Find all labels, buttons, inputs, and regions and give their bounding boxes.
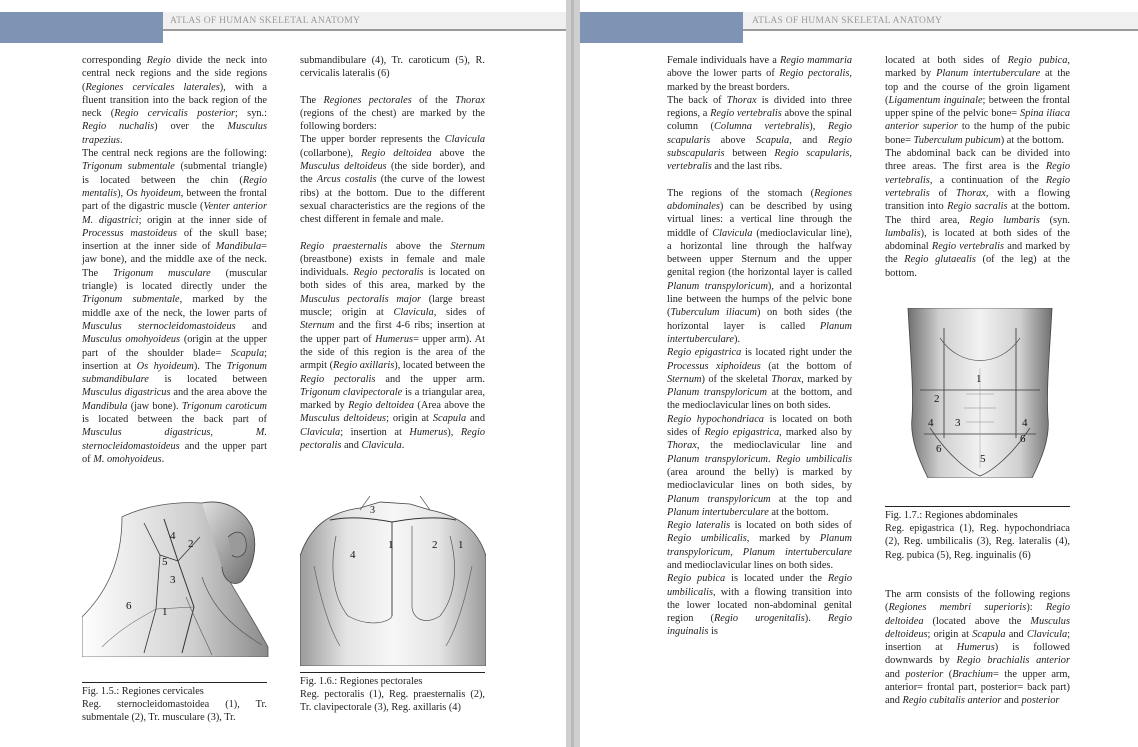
paragraph: submandibulare (4), Tr. caroticum (5), R. cervicalis lateralis (6) (300, 55, 485, 80)
figure-caption-1-7 (885, 506, 1070, 562)
figure-caption-1-5 (82, 682, 267, 725)
figure-abdominal-regions (900, 308, 1060, 478)
fig-label: 4 (1022, 417, 1028, 429)
running-title: ATLAS OF HUMAN SKELETAL ANATOMY (752, 16, 943, 26)
caption-text: Reg. epigastrica (1), Reg. hypochondriaca (2), Reg. umbilicalis (3), Reg. lateralis (4), Reg. pubica (5), Reg. inguinalis (6) (885, 523, 1070, 561)
paragraph: Regio epigastrica is located right under the Processus xiphoideus (at the bottom of Sternum) of the skeletal Thorax, marked by Planum transpyloricum at the bottom, and the medioclavicular lines on both sides. (667, 347, 852, 412)
fig-label: 1 (976, 373, 982, 385)
fig-label: 3 (170, 574, 176, 586)
fig-label: 4 (350, 549, 356, 561)
page-header (0, 12, 566, 43)
paragraph: The arm consists of the following regions (Regiones membri superioris): Regio deltoidea (located above the Musculus deltoideus; origin at Scapula and Clavicula; insertion at Humerus) is followed downwards by Regio brachialis anterior and posterior (Brachium= the upper arm, anterior= frontal part, posterior= back part) and Regio cubitalis anterior and posterior (885, 589, 1070, 707)
figure-caption-1-6 (300, 672, 485, 715)
caption-title: Fig. 1.6.: Regiones pectorales (300, 676, 423, 687)
fig-label: 6 (126, 600, 132, 612)
paragraph: Regio pubica is located under the Regio umbilicalis, with a flowing transition into the lower located non-abdominal genital region (Regio urogenitalis). Regio inguinalis is (667, 573, 852, 638)
fig-label: 2 (432, 539, 438, 551)
text-column-2 (300, 54, 485, 452)
text-column-4b (885, 588, 1070, 708)
caption-text: Reg. sternocleidomastoidea (1), Tr. submentale (2), Tr. musculare (3), Tr. (82, 699, 267, 724)
fig-label: 4 (928, 417, 934, 429)
fig-label: 6 (1020, 433, 1026, 445)
paragraph: The abdominal back can be divided into three areas. The first area is the Regio vertebralis, a continuation of the Regio vertebralis of Thorax, with a flowing transition into Regio sacralis at the bottom. The third area, Regio lumbaris (syn. lumbalis), is located at both sides of the abdominal Regio vertebralis and marked by the Regio glutaealis (of the leg) at the bottom. (885, 148, 1071, 279)
header-color-block (580, 12, 743, 43)
caption-title: Fig. 1.7.: Regiones abdominales (885, 510, 1018, 521)
fig-label: 3 (370, 505, 375, 516)
paragraph: Female individuals have a Regio mammaria above the lower parts of Regio pectoralis, marked by the breast borders. (667, 55, 852, 93)
fig-label: 2 (188, 538, 194, 550)
paragraph: The central neck regions are the following: Trigonum submentale (submental triangle) is located between the chin (Regio mentalis), Os hyoideum, between the frontal part of the digastric muscle (Venter anterior M. digastrici; origin at the inner side of Processus mastoideus of the skull base; insertion at the inner side of Mandibula= jaw bone), and the middle axe of the neck. The Trigonum musculare (muscular triangle) is located directly under the Trigonum submentale, marked by the middle axe of the neck, the lower parts of Musculus sternocleidomastoideus and Musculus omohyoideus (origin at the upper part of the shoulder blade= Scapula; insertion at Os hyoideum). The Trigonum submandibulare is located between Musculus digastricus and the area above the Mandibula (jaw bone). Trigonum caroticum is located between the back part of Musculus digastricus, M. sternocleidomastoideus and the upper part of M. omohyoideus. (82, 148, 268, 465)
paragraph: The back of Thorax is divided into three regions, a Regio vertebralis above the spinal column (Columna vertebralis), Regio scapularis above Scapula, and Regio subscapularis between Regio scapularis, vertebralis and the last ribs. (667, 94, 852, 173)
fig-label: 2 (934, 393, 940, 405)
paragraph: Regio lateralis is located on both sides of Regio umbilicalis, marked by Planum transpyloricum, Planum intertuberculare and medioclavicular lines on both sides. (667, 520, 852, 571)
page-header (580, 12, 1138, 43)
caption-text: Reg. pectoralis (1), Reg. praesternalis (2), Tr. clavipectorale (3), Reg. axillaris (4) (300, 689, 485, 714)
chest-illustration (300, 496, 486, 666)
text-column-3 (667, 54, 852, 639)
paragraph: corresponding Regio divide the neck into central neck regions and the side regions (Regiones cervicales laterales), with a fluent transition into the back region of the neck (Regio cervicalis posterior; syn.: Regio nuchalis) over the Musculus trapezius. (82, 55, 268, 146)
paragraph: located at both sides of Regio pubica, marked by Planum intertuberculare at the top and the course of the groin ligament (Ligamentum inguinale; between the frontal upper spine of the pelvic bone= Spina iliaca anterior superior to the hump of the pubic bone= Tuberculum pubicum) at the bottom. (885, 55, 1070, 146)
text-column-1 (82, 54, 267, 466)
fig-label: 4 (170, 530, 176, 542)
running-title: ATLAS OF HUMAN SKELETAL ANATOMY (170, 16, 361, 26)
paragraph: The Regiones pectorales of the Thorax (regions of the chest) are marked by the following borders: (300, 94, 485, 133)
text-column-4 (885, 54, 1070, 280)
page-gutter (566, 0, 580, 747)
figure-neck-regions (82, 497, 270, 657)
figure-chest-regions (300, 496, 486, 666)
fig-label: 1 (162, 606, 168, 618)
fig-label: 5 (980, 453, 986, 465)
caption-title: Fig. 1.5.: Regiones cervicales (82, 686, 204, 697)
fig-label: 5 (162, 556, 168, 568)
paragraph: The upper border represents the Clavicula (collarbone), Regio deltoidea above the Musculus deltoideus (the side border), and the Arcus costalis (the curve of the lowest ribs) at the bottom. Due to the different sexual characteristics are the regions of the chest different in female and male. (300, 134, 485, 226)
paragraph: Regio hypochondriaca is located on both sides of Regio epigastrica, marked also by Thorax, the medioclavicular line and Planum transpyloricum. Regio umbilicalis (area around the belly) is marked by medioclavicular lines on both sides, by Planum transpyloricum at the top and Planum intertuberculare at the bottom. (667, 413, 853, 518)
fig-label: 1 (388, 539, 394, 551)
paragraph: Regio praesternalis above the Sternum (breastbone) exists in female and male individuals. Regio pectoralis is located on both sides of this area, marked by the Musculus pectoralis major (large breast muscle; origin at Clavicula, sides of Sternum and the first 4-6 ribs; insertion at the upper part of Humerus= upper arm). At the side of this region is the area of the armpit (Regio axillaris), located between the Regio pectoralis and the upper arm. Trigonum clavipectorale is a triangular area, marked by Regio deltoidea (Area above the Musculus deltoideus; origin at Scapula and Clavicula; insertion at Humerus), Regio pectoralis and Clavicula. (300, 240, 486, 452)
fig-label: 3 (955, 417, 961, 429)
fig-label: 1 (458, 539, 464, 551)
left-page (0, 0, 566, 747)
neck-illustration (82, 497, 270, 657)
paragraph: The regions of the stomach (Regiones abdominales) can be described by using virtual lines: a vertical line through the middle of Clavicula (medioclavicular line), a horizontal line through the halfway between upper Sternum and the upper genital region (the horizontal layer is called Planum transpyloricum), and a horizontal line between the humps of the pelvic bone (Tuberculum iliacum) on both sides (the horizontal layer is called Planum intertuberculare). (667, 187, 852, 345)
fig-label: 6 (936, 443, 942, 455)
abdomen-illustration (900, 308, 1060, 478)
header-color-block (0, 12, 163, 43)
right-page (580, 0, 1138, 747)
